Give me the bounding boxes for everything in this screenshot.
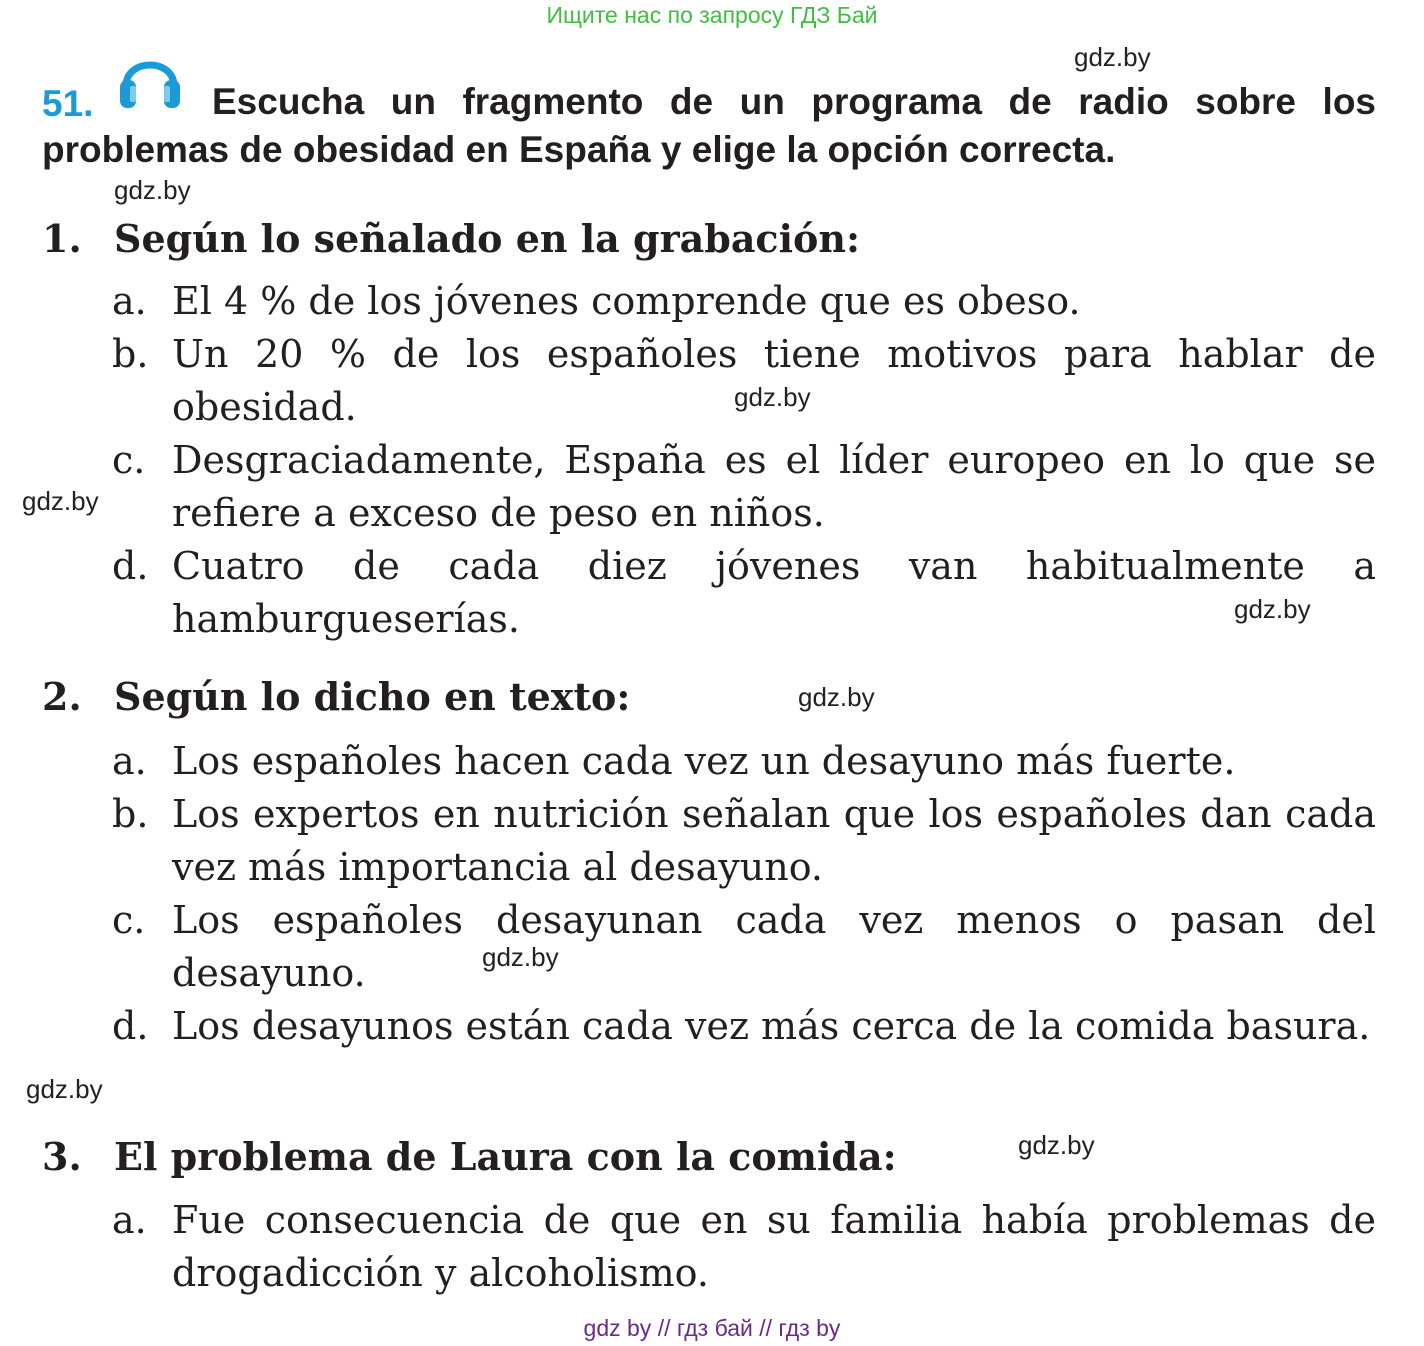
question-text: El problema de Laura con la comida:: [114, 1134, 897, 1179]
footer: gdz by // гдз бай // гдз by: [583, 1315, 841, 1341]
option-text: Un 20 % de los españoles tiene motivos para hablar de obesidad.: [172, 332, 1376, 429]
option-letter: b.: [112, 792, 149, 836]
watermark: gdz.by: [26, 1074, 103, 1104]
top-banner: Ищите нас по запросу ГДЗ Бай: [546, 2, 878, 28]
option-letter: a.: [112, 279, 147, 323]
question-number: 3.: [42, 1134, 82, 1179]
option-text: Los españoles desayunan cada vez menos o pasan del desayuno.: [172, 898, 1376, 995]
option-text: Fue consecuencia de que en su familia había problemas de drogadicción y alcoholismo.: [172, 1198, 1376, 1295]
option-text: Cuatro de cada diez jóvenes van habitualmente a hamburgueserías.: [172, 544, 1376, 641]
question-number: 1.: [42, 216, 82, 261]
question-text: Según lo señalado en la grabación:: [114, 216, 861, 261]
option-text: Los españoles hacen cada vez un desayuno más fuerte.: [172, 739, 1236, 783]
watermark: gdz.by: [22, 486, 99, 516]
headphones-icon: [118, 46, 182, 112]
watermark: gdz.by: [482, 942, 559, 972]
watermark: gdz.by: [1234, 594, 1311, 624]
watermark: gdz.by: [734, 382, 811, 412]
option-text: Los expertos en nutrición señalan que los españoles dan cada vez más importancia al desayuno.: [172, 792, 1376, 889]
watermark: gdz.by: [1074, 42, 1151, 72]
option-text: El 4 % de los jóvenes comprende que es obeso.: [172, 279, 1081, 323]
option-letter: c.: [112, 898, 146, 942]
option-letter: a.: [112, 1198, 147, 1242]
exercise-instruction: Escucha un fragmento de un programa de radio sobre los problemas de obesidad en España y elige la opción correcta.: [42, 81, 1376, 170]
watermark: gdz.by: [1018, 1130, 1095, 1160]
watermark: gdz.by: [114, 175, 191, 205]
option-text: Los desayunos están cada vez más cerca de la comida basura.: [172, 1004, 1371, 1048]
question-text: Según lo dicho en texto:: [114, 674, 631, 719]
watermark: gdz.by: [798, 682, 875, 712]
option-text: Desgraciadamente, España es el líder europeo en lo que se refiere a exceso de peso en niños.: [172, 438, 1376, 535]
option-letter: a.: [112, 739, 147, 783]
option-letter: d.: [112, 544, 149, 588]
option-letter: b.: [112, 332, 149, 376]
question-number: 2.: [42, 674, 82, 719]
exercise-number: 51.: [42, 83, 94, 124]
option-letter: c.: [112, 438, 146, 482]
option-letter: d.: [112, 1004, 149, 1048]
